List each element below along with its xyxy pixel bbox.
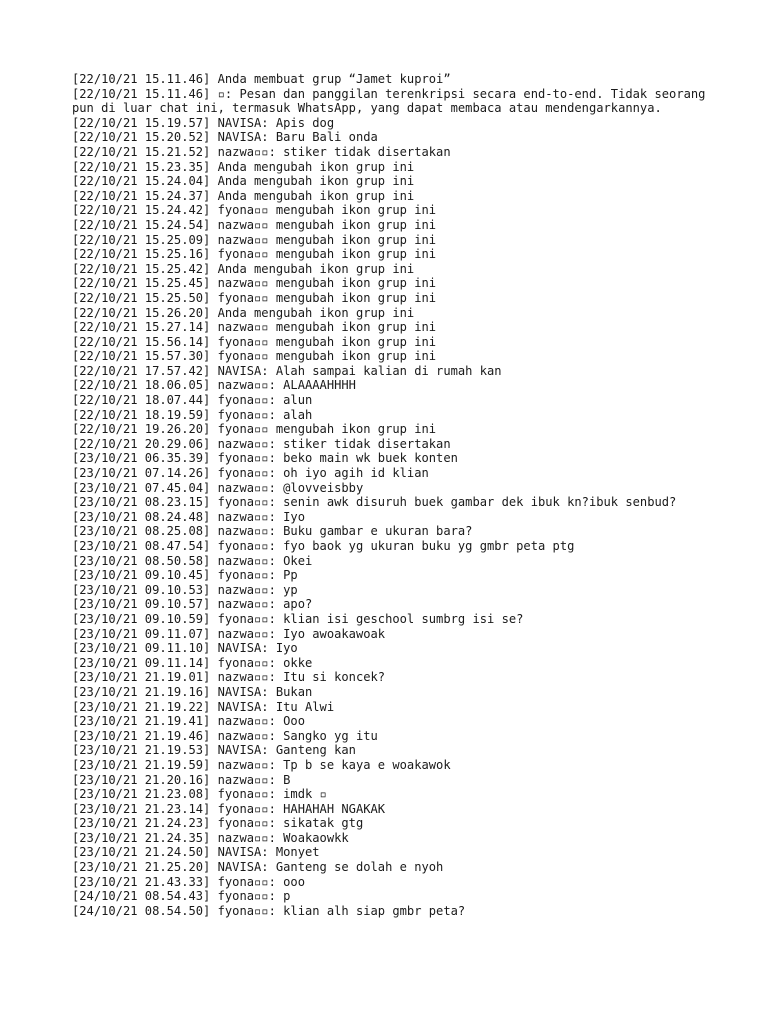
chat-line: [22/10/21 15.25.42] Anda mengubah ikon grup ini [72,261,415,276]
chat-line: [22/10/21 15.11.46] ▫: Pesan dan panggilan terenkripsi secara end-to-end. Tidak seorang pun di luar chat ini, termasuk WhatsApp, yang dapat membaca atau mendengarkannya. [72,86,713,116]
chat-line: [23/10/21 07.14.26] fyona▫▫: oh iyo agih id klian [72,466,429,481]
chat-line: [22/10/21 19.26.20] fyona▫▫ mengubah ikon grup ini [72,422,437,437]
chat-line: [22/10/21 15.20.52] NAVISA: Baru Bali onda [72,130,378,145]
chat-line: [23/10/21 08.50.58] nazwa▫▫: Okei [72,553,313,568]
chat-line: [23/10/21 21.19.01] nazwa▫▫: Itu si koncek? [72,670,386,685]
chat-line: [22/10/21 15.11.46] Anda membuat grup “Jamet kuproi” [72,72,451,86]
chat-line: [22/10/21 20.29.06] nazwa▫▫: stiker tidak disertakan [72,436,451,451]
chat-line: [22/10/21 15.24.42] fyona▫▫ mengubah ikon grup ini [72,203,437,218]
chat-line: [23/10/21 21.24.35] nazwa▫▫: Woakaowkk [72,830,349,845]
chat-line: [23/10/21 06.35.39] fyona▫▫: beko main wk buek konten [72,451,458,466]
chat-line: [23/10/21 07.45.04] nazwa▫▫: @lovveisbby [72,480,364,495]
chat-line: [22/10/21 15.23.35] Anda mengubah ikon grup ini [72,159,415,174]
chat-line: [23/10/21 09.10.53] nazwa▫▫: yp [72,582,298,597]
chat-line: [22/10/21 18.06.05] nazwa▫▫: ALAAAAHHHH [72,378,356,393]
chat-line: [22/10/21 15.25.16] fyona▫▫ mengubah ikon grup ini [72,247,437,262]
chat-line: [23/10/21 08.47.54] fyona▫▫: fyo baok yg ukuran buku yg gmbr peta ptg [72,539,575,553]
chat-line: [23/10/21 09.10.45] fyona▫▫: Pp [72,568,298,583]
chat-line: [23/10/21 21.19.53] NAVISA: Ganteng kan [72,743,356,758]
chat-line: [23/10/21 08.24.48] nazwa▫▫: Iyo [72,509,305,524]
chat-line: [22/10/21 15.21.52] nazwa▫▫: stiker tidak disertakan [72,144,451,159]
chat-line: [22/10/21 18.07.44] fyona▫▫: alun [72,393,313,408]
chat-line: [23/10/21 21.19.22] NAVISA: Itu Alwi [72,699,335,714]
chat-line: [23/10/21 09.10.59] fyona▫▫: klian isi geschool sumbrg isi se? [72,611,524,626]
chat-line: [22/10/21 15.24.54] nazwa▫▫ mengubah ikon grup ini [72,217,437,232]
chat-line: [23/10/21 21.19.41] nazwa▫▫: Ooo [72,714,305,729]
chat-line: [22/10/21 18.19.59] fyona▫▫: alah [72,407,313,422]
chat-line: [23/10/21 21.19.59] nazwa▫▫: Tp b se kaya e woakawok [72,757,451,772]
chat-line: [22/10/21 15.26.20] Anda mengubah ikon grup ini [72,305,415,320]
chat-line: [22/10/21 15.25.09] nazwa▫▫ mengubah ikon grup ini [72,232,437,247]
chat-line: [23/10/21 09.11.07] nazwa▫▫: Iyo awoakawoak [72,626,386,641]
chat-line: [22/10/21 15.25.45] nazwa▫▫ mengubah ikon grup ini [72,276,437,291]
chat-line: [23/10/21 08.25.08] nazwa▫▫: Buku gambar e ukuran bara? [72,524,473,539]
chat-line: [23/10/21 09.11.14] fyona▫▫: okke [72,655,313,670]
chat-line: [23/10/21 21.24.50] NAVISA: Monyet [72,845,320,860]
chat-line: [23/10/21 08.23.15] fyona▫▫: senin awk disuruh buek gambar dek ibuk kn?ibuk senbud? [72,495,677,510]
chat-line: [22/10/21 15.56.14] fyona▫▫ mengubah ikon grup ini [72,334,437,349]
chat-line: [23/10/21 21.23.14] fyona▫▫: HAHAHAH NGAKAK [72,801,386,816]
chat-line: [23/10/21 21.23.08] fyona▫▫: imdk ▫ [72,787,327,802]
chat-line: [23/10/21 21.24.23] fyona▫▫: sikatak gtg [72,816,364,831]
chat-line: [22/10/21 15.25.50] fyona▫▫ mengubah ikon grup ini [72,290,437,305]
chat-line: [22/10/21 15.24.37] Anda mengubah ikon grup ini [72,188,415,203]
chat-line: [23/10/21 21.43.33] fyona▫▫: ooo [72,874,305,889]
chat-line: [23/10/21 09.11.10] NAVISA: Iyo [72,641,298,656]
chat-line: [22/10/21 17.57.42] NAVISA: Alah sampai kalian di rumah kan [72,363,502,378]
chat-line: [24/10/21 08.54.43] fyona▫▫: p [72,889,291,904]
chat-line: [23/10/21 21.19.46] nazwa▫▫: Sangko yg itu [72,728,378,743]
chat-line: [23/10/21 21.19.16] NAVISA: Bukan [72,684,313,699]
chat-line: [24/10/21 08.54.50] fyona▫▫: klian alh siap gmbr peta? [72,903,466,918]
chat-line: [22/10/21 15.19.57] NAVISA: Apis dog [72,115,335,130]
chat-line: [22/10/21 15.24.04] Anda mengubah ikon grup ini [72,174,415,189]
chat-transcript [72,72,712,918]
chat-line: [22/10/21 15.27.14] nazwa▫▫ mengubah ikon grup ini [72,320,437,335]
chat-line: [22/10/21 15.57.30] fyona▫▫ mengubah ikon grup ini [72,349,437,364]
chat-line: [23/10/21 21.25.20] NAVISA: Ganteng se dolah e nyoh [72,860,444,875]
chat-line: [23/10/21 21.20.16] nazwa▫▫: B [72,772,291,787]
chat-line: [23/10/21 09.10.57] nazwa▫▫: apo? [72,597,313,612]
